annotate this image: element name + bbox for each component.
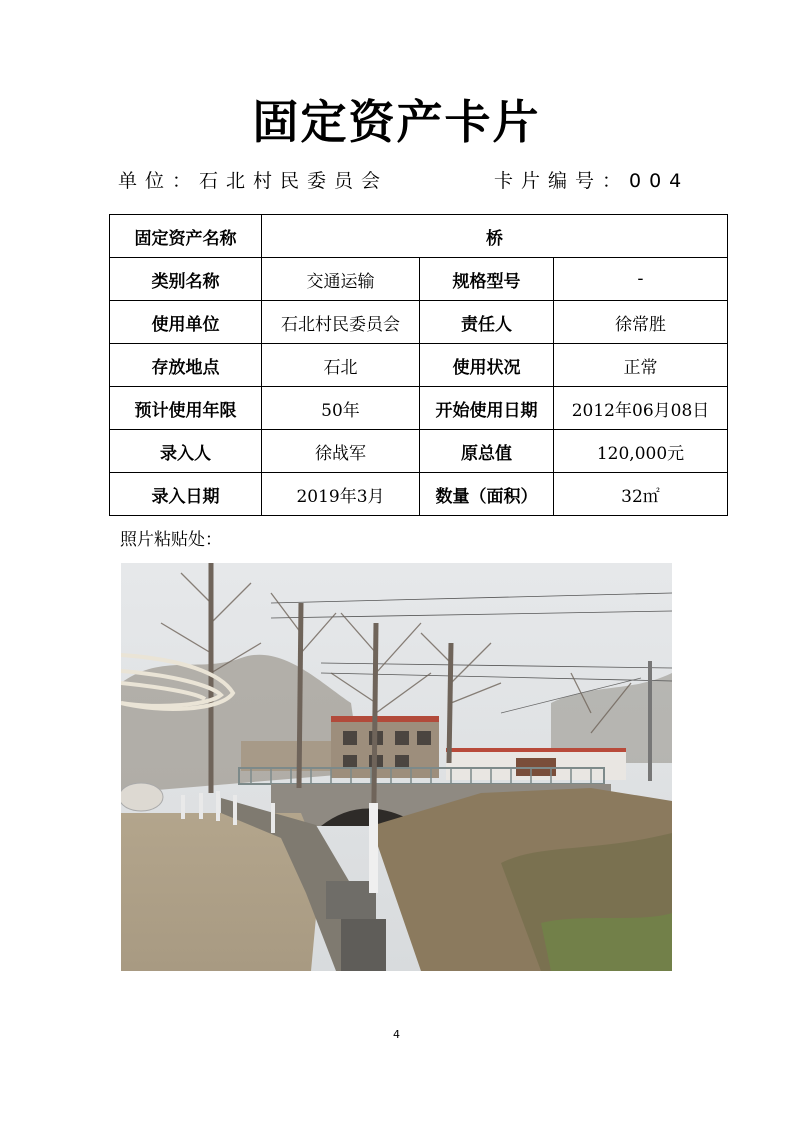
quantity-label: 数量（面积） [420,473,554,516]
entered-by-value: 徐战军 [262,430,420,473]
location-label: 存放地点 [110,344,262,387]
document-title: 固定资产卡片 [252,95,541,149]
user-unit-value: 石北村民委员会 [262,301,420,344]
table-row [110,215,728,258]
asset-name-label: 固定资产名称 [110,215,262,258]
table-row [110,430,728,473]
user-unit-label: 使用单位 [110,301,262,344]
responsible-value: 徐常胜 [554,301,728,344]
life-label: 预计使用年限 [110,387,262,430]
spec-label: 规格型号 [420,258,554,301]
table-row [110,258,728,301]
life-value: 50年 [262,387,420,430]
table-row [110,387,728,430]
asset-table [109,214,728,516]
photo-label: 照片粘贴处： [120,530,222,550]
original-value-value: 120,000元 [554,430,728,473]
status-value: 正常 [554,344,728,387]
spec-value: - [554,258,728,301]
asset-name-value: 桥 [262,215,728,258]
start-date-value: 2012年06月08日 [554,387,728,430]
table-row [110,301,728,344]
bridge-photo [121,563,672,971]
entry-date-value: 2019年3月 [262,473,420,516]
quantity-value: 32㎡ [554,473,728,516]
location-value: 石北 [262,344,420,387]
unit-line: 单位：石北村民委员会 [118,170,389,192]
entered-by-label: 录入人 [110,430,262,473]
page-number: 4 [393,1028,400,1041]
table-row [110,473,728,516]
category-label: 类别名称 [110,258,262,301]
entry-date-label: 录入日期 [110,473,262,516]
card-number-line: 卡片编号：004 [494,170,690,192]
responsible-label: 责任人 [420,301,554,344]
category-value: 交通运输 [262,258,420,301]
original-value-label: 原总值 [420,430,554,473]
status-label: 使用状况 [420,344,554,387]
start-date-label: 开始使用日期 [420,387,554,430]
table-row [110,344,728,387]
